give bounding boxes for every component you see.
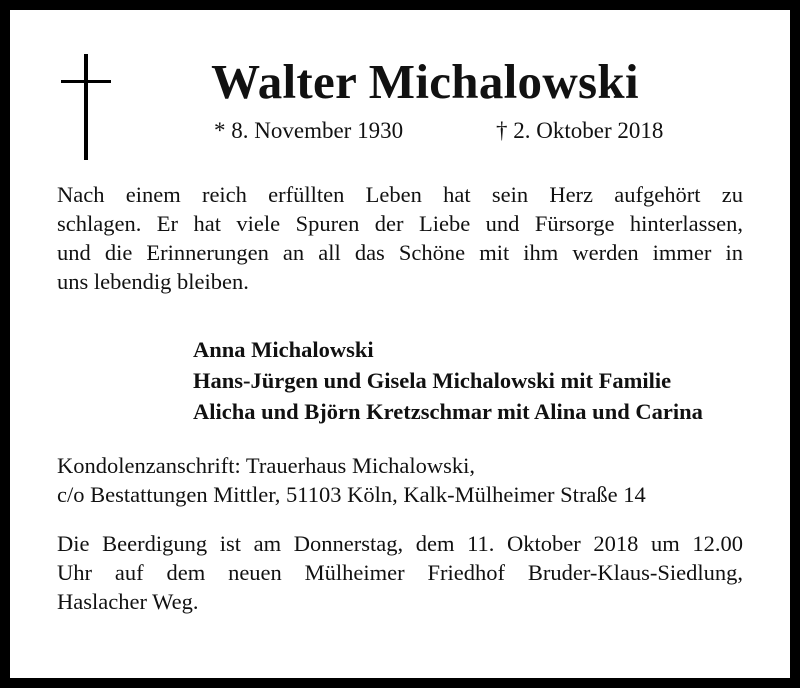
- deceased-name: Walter Michalowski: [211, 54, 639, 109]
- intro-line: uns lebendig bleiben.: [57, 269, 249, 294]
- intro-line: schlagen. Er hat viele Spuren der Liebe und Fürsorge hinterlassen,: [57, 211, 743, 236]
- funeral-details: [57, 529, 743, 616]
- mourner-name: Alicha und Björn Kretzschmar mit Alina und Carina: [193, 399, 703, 424]
- address-line: c/o Bestattungen Mittler, 51103 Köln, Kalk-Mülheimer Straße 14: [57, 482, 646, 507]
- funeral-line: Die Beerdigung ist am Donnerstag, dem 11. Oktober 2018 um 12.00: [57, 531, 743, 556]
- intro-line: Nach einem reich erfüllten Leben hat sein Herz aufgehört zu: [57, 182, 743, 207]
- birth-date: * 8. November 1930: [214, 118, 404, 143]
- intro-line: und die Erinnerungen an all das Schöne mit ihm werden immer in: [57, 240, 743, 265]
- death-date: † 2. Oktober 2018: [496, 118, 664, 143]
- condolence-address: [57, 451, 743, 509]
- funeral-line: Uhr auf dem neuen Mülheimer Friedhof Bruder-Klaus-Siedlung,: [57, 560, 743, 585]
- mourner-name: Hans-Jürgen und Gisela Michalowski mit Familie: [193, 368, 672, 393]
- funeral-line: Haslacher Weg.: [57, 589, 199, 614]
- mourners-list: [193, 334, 703, 427]
- mourner-name: Anna Michalowski: [193, 337, 374, 362]
- intro-paragraph: [57, 180, 743, 296]
- address-line: Kondolenzanschrift: Trauerhaus Michalowski,: [57, 453, 476, 478]
